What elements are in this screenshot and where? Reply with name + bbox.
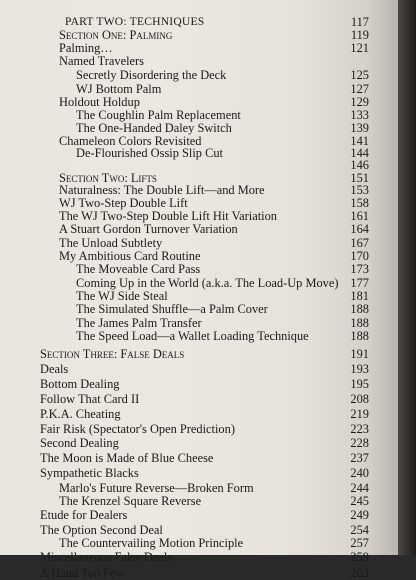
toc-entry-page: 144 bbox=[350, 146, 369, 160]
toc-entry-title: Sympathetic Blacks bbox=[40, 466, 139, 480]
toc-entry-page: 167 bbox=[350, 236, 369, 250]
toc-entry-page: 161 bbox=[350, 209, 369, 223]
toc-entry-page: 237 bbox=[350, 451, 369, 465]
toc-entry-page: 193 bbox=[350, 362, 369, 376]
toc-entry-title: The WJ Two-Step Double Lift Hit Variation bbox=[59, 209, 278, 223]
toc-entry-page: 191 bbox=[350, 347, 369, 361]
toc-entry-page: 139 bbox=[350, 121, 369, 135]
toc-entry-page: 133 bbox=[350, 108, 369, 122]
toc-entry-page: 249 bbox=[350, 508, 369, 522]
toc-entry-title: P.K.A. Cheating bbox=[40, 407, 121, 421]
toc-entry-title: The Option Second Deal bbox=[40, 523, 163, 537]
toc-entry-title: Secretly Disordering the Deck bbox=[76, 68, 227, 82]
toc-entry-page: 188 bbox=[350, 316, 369, 330]
toc-entry-page: 129 bbox=[350, 95, 369, 109]
toc-entry-page: 153 bbox=[350, 183, 369, 197]
toc-entry-page: 170 bbox=[350, 249, 369, 263]
toc-entry-page: 146 bbox=[350, 158, 369, 172]
book-gutter bbox=[398, 0, 416, 555]
toc-entry-page: 257 bbox=[350, 536, 369, 550]
toc-entry-title: My Ambitious Card Routine bbox=[59, 249, 201, 263]
toc-entry-title: The Moveable Card Pass bbox=[76, 262, 201, 276]
toc-entry-title: Chameleon Colors Revisited bbox=[59, 134, 202, 148]
toc-entry-page: 125 bbox=[350, 68, 369, 82]
toc-entry-title: Naturalness: The Double Lift—and More bbox=[59, 183, 265, 197]
toc-entry-title: Second Dealing bbox=[40, 436, 119, 450]
toc-entry-page: 181 bbox=[350, 289, 369, 303]
toc-entry-title: The Krenzel Square Reverse bbox=[59, 494, 202, 508]
toc-entry-page: 188 bbox=[350, 302, 369, 316]
toc-entry-page: 244 bbox=[350, 481, 369, 495]
toc-entry-title: The James Palm Transfer bbox=[76, 316, 202, 330]
toc-entry-title: Fair Risk (Spectator's Open Prediction) bbox=[40, 422, 235, 436]
toc-entry-title: WJ Bottom Palm bbox=[76, 82, 162, 96]
toc-entry-title: A Hand Too Few bbox=[40, 566, 125, 580]
toc-entry-title: Section Three: False Deals bbox=[40, 347, 185, 361]
toc-entry-title: Holdout Holdup bbox=[59, 95, 140, 109]
toc-entry-page: 151 bbox=[350, 171, 369, 185]
toc-entry-title: Coming Up in the World (a.k.a. The Load-Up Move) bbox=[76, 276, 339, 290]
toc-entry-title: Marlo's Future Reverse—Broken Form bbox=[59, 481, 254, 495]
toc-entry-title: The Unload Subtlety bbox=[59, 236, 163, 250]
toc-entry-title: Section Two: Lifts bbox=[59, 171, 157, 185]
toc-entry-page: 127 bbox=[350, 82, 369, 96]
toc-entry-page: 208 bbox=[350, 392, 369, 406]
toc-entry-title: Miscellaneous False Deals bbox=[40, 550, 173, 564]
toc-entry-page: 263 bbox=[350, 566, 369, 580]
toc-entry-page: 121 bbox=[350, 41, 369, 55]
toc-entry-title: WJ Two-Step Double Lift bbox=[59, 196, 188, 210]
toc-entry-title: De-Flourished Ossip Slip Cut bbox=[76, 146, 223, 160]
toc-entry-title: A Stuart Gordon Turnover Variation bbox=[59, 222, 238, 236]
toc-entry-page: 228 bbox=[350, 436, 369, 450]
toc-entry-page: 245 bbox=[350, 494, 369, 508]
toc-entry-page: 254 bbox=[350, 523, 369, 537]
toc-entry-page: 259 bbox=[350, 550, 369, 564]
toc-entry-page: 219 bbox=[350, 407, 369, 421]
toc-entry-title: The Simulated Shuffle—a Palm Cover bbox=[76, 302, 268, 316]
toc-entry-page: 158 bbox=[350, 196, 369, 210]
toc-entry-title: The Speed Load—a Wallet Loading Technique bbox=[76, 329, 309, 343]
toc-entry-page: 188 bbox=[350, 329, 369, 343]
toc-entry-title: Deals bbox=[40, 362, 69, 376]
toc-entry-page: 173 bbox=[350, 262, 369, 276]
toc-entry-page: 177 bbox=[350, 276, 369, 290]
toc-entry-page: 141 bbox=[350, 134, 369, 148]
part-page-number: 117 bbox=[350, 15, 369, 29]
toc-entry-title: The Coughlin Palm Replacement bbox=[76, 108, 241, 122]
toc-entry-page: 240 bbox=[350, 466, 369, 480]
toc-entry-title: Named Travelers bbox=[59, 54, 144, 68]
toc-entry-title: The One-Handed Daley Switch bbox=[76, 121, 232, 135]
toc-entry-title: Bottom Dealing bbox=[40, 377, 120, 391]
toc-entry-title: Etude for Dealers bbox=[40, 508, 128, 522]
toc-entry-title: Follow That Card II bbox=[40, 392, 140, 406]
toc-entry-page: 119 bbox=[350, 28, 369, 42]
part-title: PART TWO: TECHNIQUES bbox=[65, 15, 205, 28]
toc-entry-page: 223 bbox=[350, 422, 369, 436]
toc-entry-title: The Moon is Made of Blue Cheese bbox=[40, 451, 214, 465]
toc-entry-title: Palming… bbox=[59, 41, 113, 55]
toc-entry-title: Section One: Palming bbox=[59, 28, 173, 42]
toc-entry-page: 164 bbox=[350, 222, 369, 236]
toc-entry-title: The Countervailing Motion Principle bbox=[59, 536, 244, 550]
toc-entry-page: 195 bbox=[350, 377, 369, 391]
toc-entry-title: The WJ Side Steal bbox=[76, 289, 168, 303]
